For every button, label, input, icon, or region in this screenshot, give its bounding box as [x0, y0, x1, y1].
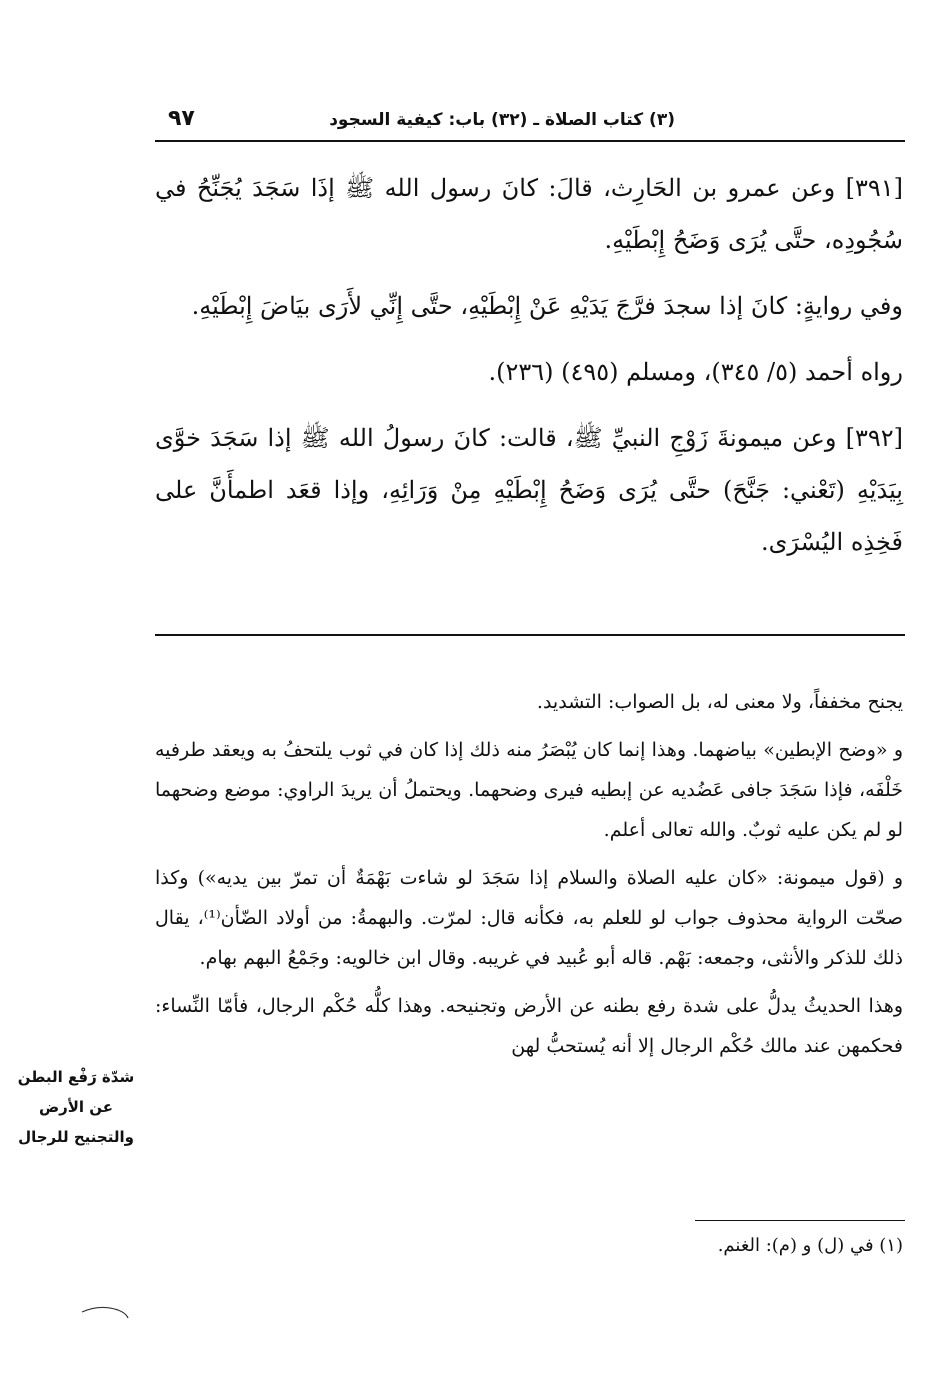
commentary-text	[155, 682, 903, 1074]
commentary-paragraph: و «وضح الإبطين» بياضهما. وهذا إنما كان يُبْصَرُ منه ذلك إذا كان في ثوب يلتحفُ به ويعقد طرفيه خَلْفَه، فإذا سَجَدَ جافى عَضُديه عن إبطيه فيرى وضحهما. ويحتملُ أن يريدَ الراوي: موضع وضحهما لو لم يكن عليه ثوبٌ. والله تعالى أعلم.	[155, 739, 903, 841]
margin-note-line: عن الأرض	[38, 1098, 114, 1116]
section-divider	[155, 634, 905, 636]
commentary-paragraph: يجنح مخففاً، ولا معنى له، بل الصواب: التشديد.	[536, 691, 903, 713]
commentary-paragraph: وهذا الحديثُ يدلُّ على شدة رفع بطنه عن الأرض وتجنيحه. وهذا كلُّه حُكْم الرجال، فأمّا النِّساء: فحكمهن عند مالك حُكْم الرجال إلا أنه يُستحبُّ لهن	[155, 995, 903, 1057]
hadith-391-citation: رواه أحمد (٥/ ٣٤٥)، ومسلم (٤٩٥) (٢٣٦).	[488, 358, 903, 386]
footnote-divider	[695, 1220, 905, 1221]
page-header	[160, 104, 905, 144]
header-divider	[155, 140, 905, 142]
commentary-paragraph: و (قول ميمونة: «كان عليه الصلاة والسلام إذا سَجَدَ لو شاءت بَهْمَةٌ أن تمرّ بين يديه») وكذا صحّت الرواية محذوف جواب لو للعلم به، فكأنه قال: لمرّت. والبهمةُ: من أولاد الضّأن⁽¹⁾، يقال ذلك للذكر والأنثى، وجمعه: بَهْم. قاله أبو عُبيد في غريبه. وقال ابن خالويه: وجَمْعُ البهم بهام.	[155, 867, 903, 969]
hadith-391-variant: وفي روايةٍ: كانَ إذا سجدَ فرَّجَ يَدَيْهِ عَنْ إِبْطَيْهِ، حتَّى إِنِّي لأَرَى بيَاضَ إِبْطَيْهِ.	[191, 292, 903, 320]
hadith-391: [٣٩١] وعن عمرو بن الحَارِث، قالَ: كانَ رسول الله ﷺ إذَا سَجَدَ يُجَنِّحُ في سُجُودِه، حتَّى يُرَى وَضَحُ إِبْطَيْهِ.	[155, 174, 903, 254]
running-title: (٣) كتاب الصلاة ـ (٣٢) باب: كيفية السجود	[329, 110, 675, 130]
margin-note-line: شدّة رَفْع البطن	[17, 1068, 135, 1086]
margin-note-line: والتجنيح للرجال	[18, 1128, 134, 1146]
footnote: (١) في (ل) و (م): الغنم.	[717, 1235, 903, 1256]
pen-mark-icon	[80, 1300, 140, 1330]
hadith-392: [٣٩٢] وعن ميمونةَ زَوْجِ النبيِّ ﷺ، قالت: كانَ رسولُ الله ﷺ إذا سَجَدَ خوَّى بِيَدَيْهِ (تَعْني: جَنَّحَ) حتَّى يُرَى وَضَحُ إِبْطَيْهِ مِنْ وَرَائِهِ، وإذا قعَد اطمأَنَّ على فَخِذِه اليُسْرَى.	[155, 424, 903, 556]
page-number: ٩٧	[168, 106, 195, 131]
hadith-text	[155, 162, 903, 582]
margin-note	[2, 1062, 150, 1152]
